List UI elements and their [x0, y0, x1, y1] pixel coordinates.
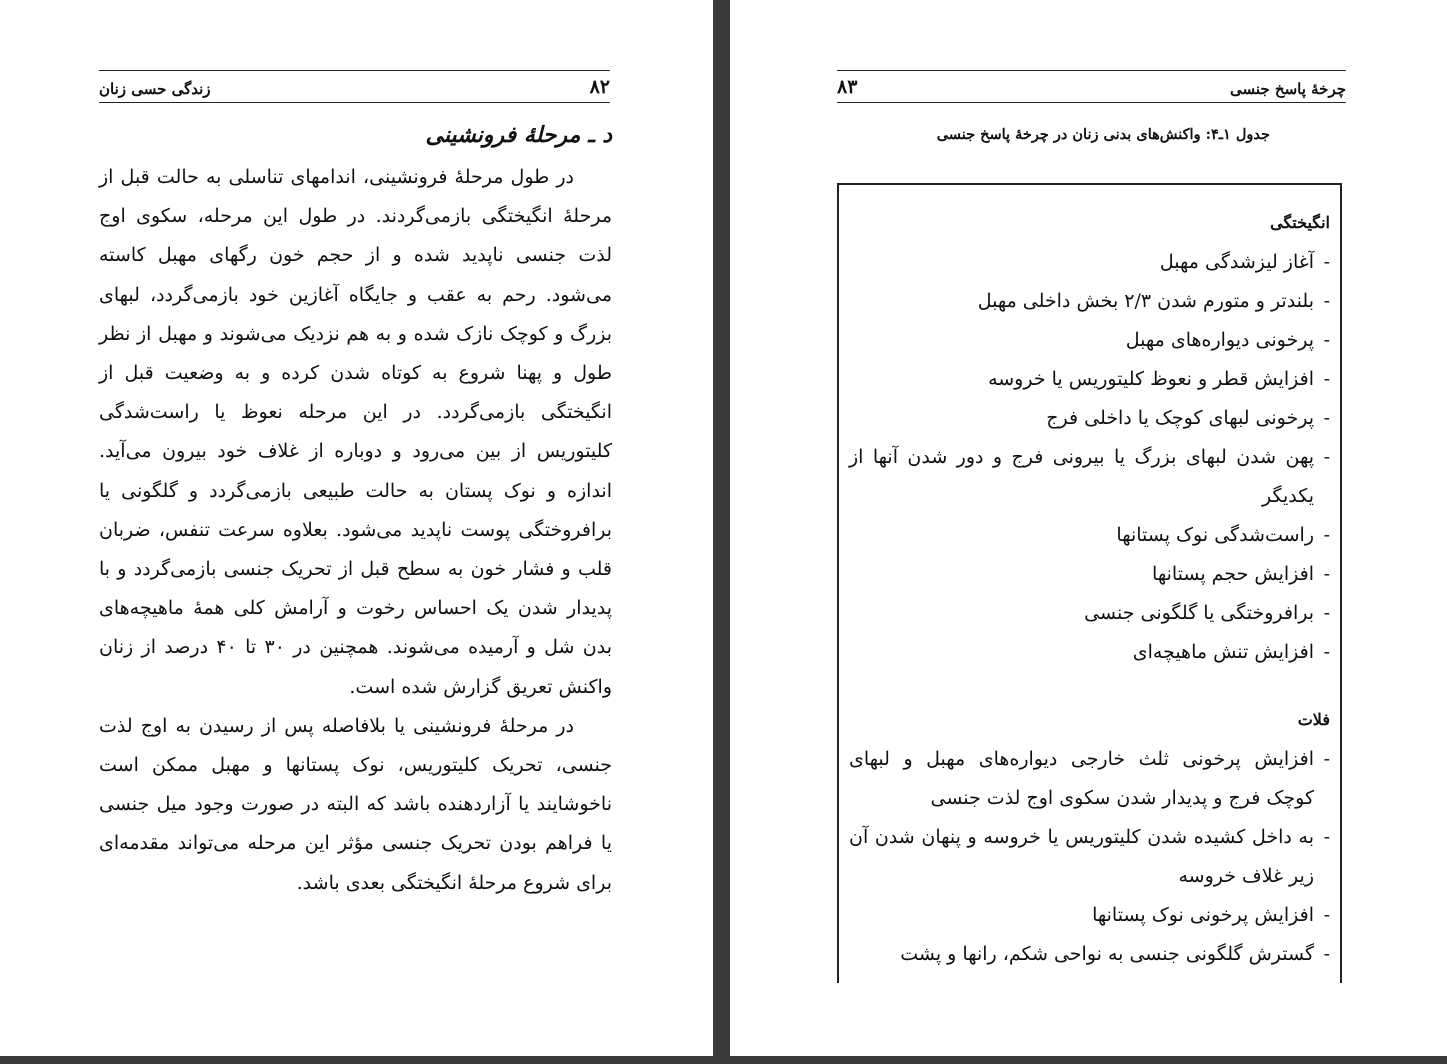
response-table — [837, 183, 1342, 983]
paragraph: در مرحلهٔ فرونشینی یا بلافاصله پس از رسیدن به اوج لذت جنسی، تحریک کلیتوریس، نوک پستانها و مهبل ممکن است ناخوشایند یا آزاردهنده باشد که البته در صورت وجود میل جنسی یا فراهم بودن تحریک جنسی مؤثر این مرحله می‌تواند مقدمه‌ای برای شروع مرحلهٔ انگیختگی بعدی باشد. — [99, 714, 612, 894]
left-page — [0, 0, 713, 1056]
group-title-plateau: فلات — [1297, 710, 1330, 729]
list-item: - افزایش پرخونی ثلث خارجی دیواره‌های مهبل و لبهای کوچک فرج و پدیدار شدن سکوی اوج لذت جنسی — [849, 740, 1330, 818]
running-title: چرخهٔ پاسخ جنسی — [1230, 80, 1346, 98]
header-top-rule — [837, 70, 1346, 71]
group-list-excitement — [849, 243, 1330, 672]
left-running-head — [99, 76, 610, 103]
page-number: ۸۲ — [589, 76, 610, 98]
header-top-rule — [99, 70, 610, 71]
paragraph: در طول مرحلهٔ فرونشینی، اندامهای تناسلی به حالت قبل از مرحلهٔ انگیختگی بازمی‌گردند. در طول این مرحله، سکوی اوج لذت جنسی ناپدید شده و از حجم خون رگهای مهبل کاسته می‌شود. رحم به عقب و جایگاه آغازین خود بازمی‌گردد، لبهای بزرگ و کوچک نازک شده و به هم نزدیک می‌شوند و مهبل از نظر طول و پهنا شروع به کوتاه شدن کرده و به وضعیت قبل از انگیختگی بازمی‌گردد. در این مرحله نعوظ یا راست‌شدگی کلیتوریس از بین می‌رود و دوباره از غلاف خود بیرون می‌آید. اندازه و نوک پستان به حالت طبیعی بازمی‌گردد و گلگونی یا برافروختگی پوست ناپدید می‌شود. بعلاوه سرعت تنفس، ضربان قلب و فشار خون به سطح قبل از تحریک جنسی بازمی‌گردد و با پدیدار شدن یک احساس رخوت و آرامش کلی همهٔ ماهیچه‌های بدن شل و آرمیده می‌شوند. همچنین در ۳۰ تا ۴۰ درصد از زنان واکنش تعریق گزارش شده است. — [99, 166, 613, 698]
section-heading: د ـ مرحلهٔ فرونشینی — [425, 122, 612, 148]
body-text — [99, 158, 612, 903]
list-item: - راست‌شدگی نوک پستانها — [849, 516, 1330, 555]
list-item: - پرخونی لبهای کوچک یا داخلی فرج — [849, 399, 1330, 438]
list-item: - افزایش قطر و نعوظ کلیتوریس یا خروسه — [849, 360, 1330, 399]
right-running-head — [837, 76, 1346, 103]
group-title-excitement: انگیختگی — [1270, 213, 1330, 232]
list-item: - گسترش گلگونی جنسی به نواحی شکم، رانها و پشت — [849, 935, 1330, 974]
table-caption: جدول ۱ـ۴: واکنش‌های بدنی زنان در چرخهٔ پاسخ جنسی — [936, 126, 1270, 143]
book-gutter — [713, 0, 730, 1064]
list-item: - بلندتر و متورم شدن ۲/۳ بخش داخلی مهبل — [849, 282, 1330, 321]
bottom-background — [0, 1056, 1447, 1064]
list-item: - برافروختگی یا گلگونی جنسی — [849, 594, 1330, 633]
list-item: - پرخونی دیواره‌های مهبل — [849, 321, 1330, 360]
list-item: - به داخل کشیده شدن کلیتوریس یا خروسه و پنهان شدن آن زیر غلاف خروسه — [849, 818, 1330, 896]
list-item: - افزایش تنش ماهیچه‌ای — [849, 633, 1330, 672]
running-title: زندگی حسی زنان — [99, 80, 211, 98]
list-item: - افزایش حجم پستانها — [849, 555, 1330, 594]
list-item: - افزایش پرخونی نوک پستانها — [849, 896, 1330, 935]
right-page — [730, 0, 1447, 1056]
group-list-plateau — [849, 740, 1330, 974]
list-item: - آغاز لیزشدگی مهبل — [849, 243, 1330, 282]
page-number: ۸۳ — [837, 76, 858, 98]
list-item: - پهن شدن لبهای بزرگ یا بیرونی فرج و دور شدن آنها از یکدیگر — [849, 438, 1330, 516]
